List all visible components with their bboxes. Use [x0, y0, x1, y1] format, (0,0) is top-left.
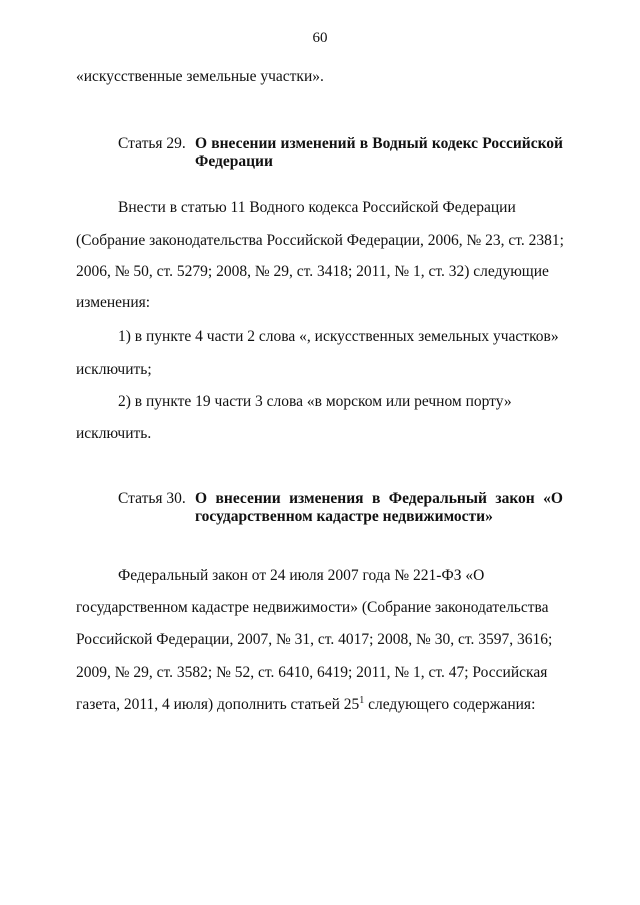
article-29-text-line: Внести в статью 11 Водного кодекса Российской Федерации: [118, 199, 516, 216]
article-30-last-line-text: газета, 2011, 4 июля) дополнить статьей 25: [76, 696, 360, 713]
intro-line: «искусственные земельные участки».: [76, 68, 324, 85]
article-30-title: [195, 490, 563, 526]
article-30-text-line: Федеральный закон от 24 июля 2007 года № 221-ФЗ «О: [118, 567, 485, 584]
page-number: 60: [312, 30, 328, 46]
article-30-title-line-2: государственном кадастре недвижимости»: [195, 508, 493, 525]
article-30-text-line: 2009, № 29, ст. 3582; № 52, ст. 6410, 6419; 2011, № 1, ст. 47; Российская: [76, 664, 548, 681]
article-30-text-line: государственном кадастре недвижимости» (Собрание законодательства: [76, 599, 549, 616]
article-30-text-line: Российской Федерации, 2007, № 31, ст. 4017; 2008, № 30, ст. 3597, 3616;: [76, 631, 553, 648]
article-30-last-line-tail: следующего содержания:: [364, 696, 536, 713]
article-30-last-line: [76, 696, 535, 714]
article-30-label: Статья 30.: [118, 490, 186, 507]
article-29-title-line-2: Федерации: [195, 153, 273, 170]
article-29-text-line: исключить.: [76, 425, 152, 442]
article-30-title-line-1: О внесении изменения в Федеральный закон «О: [195, 490, 563, 507]
superscript-number: 1: [359, 695, 365, 706]
article-29-title-line-1: О внесении изменений в Водный кодекс Российской: [195, 135, 563, 152]
article-29-text-line: исключить;: [76, 361, 152, 378]
article-29-text-line: изменения:: [76, 294, 151, 311]
article-29-title: [195, 135, 563, 171]
article-29-text-line: (Собрание законодательства Российской Федерации, 2006, № 23, ст. 2381;: [76, 232, 564, 249]
article-29-item-1: 1) в пункте 4 части 2 слова «, искусственных земельных участков»: [118, 328, 559, 345]
article-29-label: Статья 29.: [118, 135, 186, 152]
article-29-text-line: 2006, № 50, ст. 5279; 2008, № 29, ст. 3418; 2011, № 1, ст. 32) следующие: [76, 263, 549, 280]
article-29-item-2: 2) в пункте 19 части 3 слова «в морском или речном порту»: [118, 393, 512, 410]
